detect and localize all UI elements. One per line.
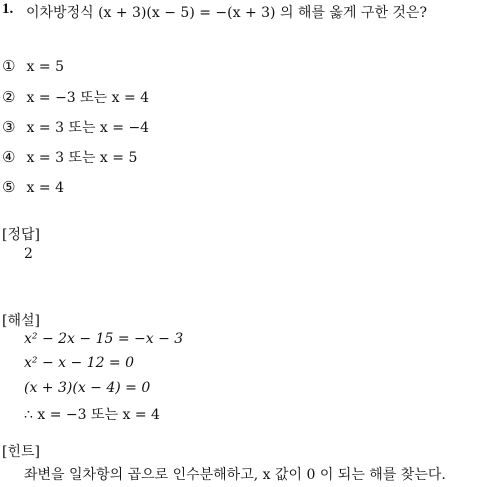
question-number: 1. (2, 1, 14, 17)
option-3[interactable] (2, 117, 149, 137)
question-text: 이차방정식 (x + 3)(x − 5) = −(x + 3) 의 해를 옳게 구한 것은? (26, 5, 427, 21)
explanation-line-3: (x + 3)(x − 4) = 0 (24, 380, 151, 396)
explanation-line-2: x² − x − 12 = 0 (24, 355, 135, 371)
explanation-label: [해설] (2, 313, 40, 329)
option-5[interactable] (2, 177, 64, 196)
explanation-line-1: x² − 2x − 15 = −x − 3 (24, 331, 184, 347)
explanation-line-4: ∴ x = −3 또는 x = 4 (24, 407, 160, 423)
option-1[interactable] (2, 56, 64, 75)
option-4-text: x = 3 또는 x = 5 (26, 150, 138, 166)
option-5-text: x = 4 (26, 180, 64, 196)
option-2-marker: ② (2, 88, 16, 106)
option-1-marker: ① (2, 57, 16, 75)
option-4[interactable] (2, 147, 137, 167)
hint-text: 좌변을 일차항의 곱으로 인수분해하고, x 값이 0 이 되는 해를 찾는다. (24, 467, 446, 483)
option-5-marker: ⑤ (2, 178, 16, 196)
option-3-marker: ③ (2, 118, 16, 136)
option-2[interactable] (2, 87, 149, 107)
answer-value: 2 (24, 246, 33, 262)
option-4-marker: ④ (2, 148, 16, 166)
hint-label: [힌트] (2, 444, 40, 460)
answer-label: [정답] (2, 227, 40, 243)
option-3-text: x = 3 또는 x = −4 (26, 120, 150, 136)
option-2-text: x = −3 또는 x = 4 (26, 90, 150, 106)
option-1-text: x = 5 (26, 59, 64, 75)
